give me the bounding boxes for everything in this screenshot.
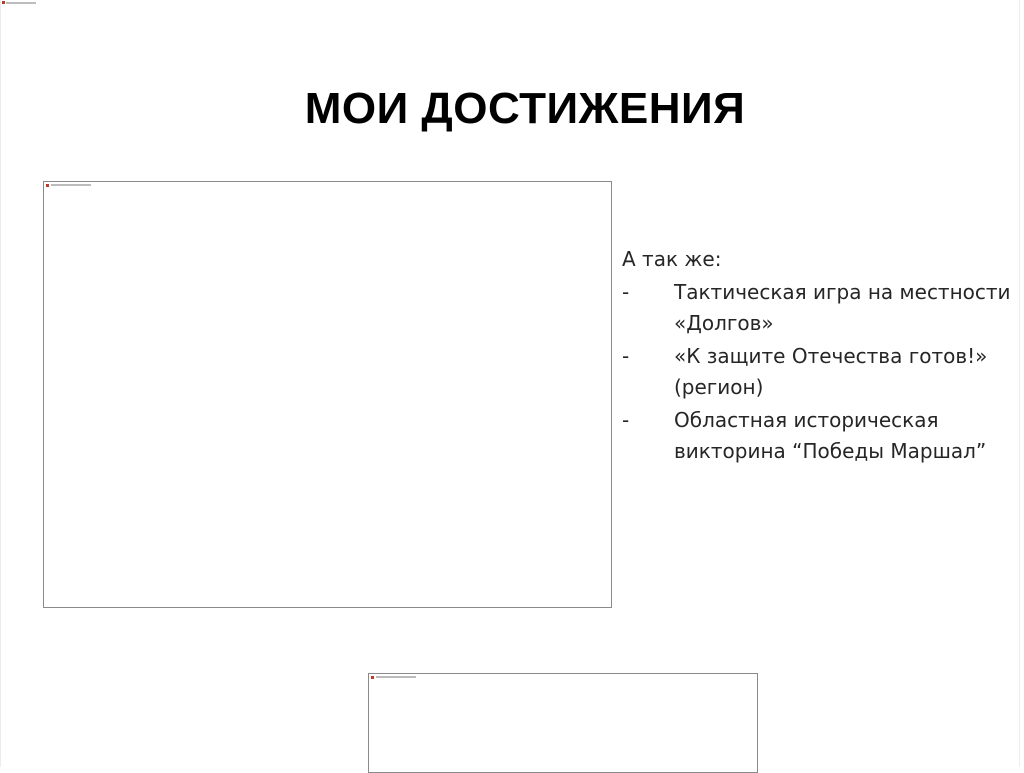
achievements-intro: А так же: (622, 247, 722, 271)
slide-title: МОИ ДОСТИЖЕНИЯ (304, 84, 746, 133)
image-alt-text (376, 676, 416, 678)
achievement-photo-placeholder (368, 673, 758, 773)
bullet-dash: - (622, 344, 630, 368)
list-item (622, 341, 1017, 403)
achievement-item-text: Областная историческая викторина “Победы Маршал” (674, 408, 987, 463)
achievement-items (622, 277, 1017, 467)
list-item (622, 405, 1017, 467)
broken-image-icon (2, 1, 10, 5)
achievement-item-text: «К защите Отечества готов!» (регион) (674, 344, 988, 399)
image-alt-text (51, 184, 91, 186)
achievement-item-text: Тактическая игра на местности «Долгов» (674, 280, 1011, 335)
broken-image-icon (46, 184, 49, 187)
broken-image-icon (371, 676, 374, 679)
achievements-list (622, 244, 1017, 469)
achievement-photo-placeholder (43, 181, 612, 608)
bullet-dash: - (622, 408, 630, 432)
list-item (622, 277, 1017, 339)
bullet-dash: - (622, 280, 630, 304)
